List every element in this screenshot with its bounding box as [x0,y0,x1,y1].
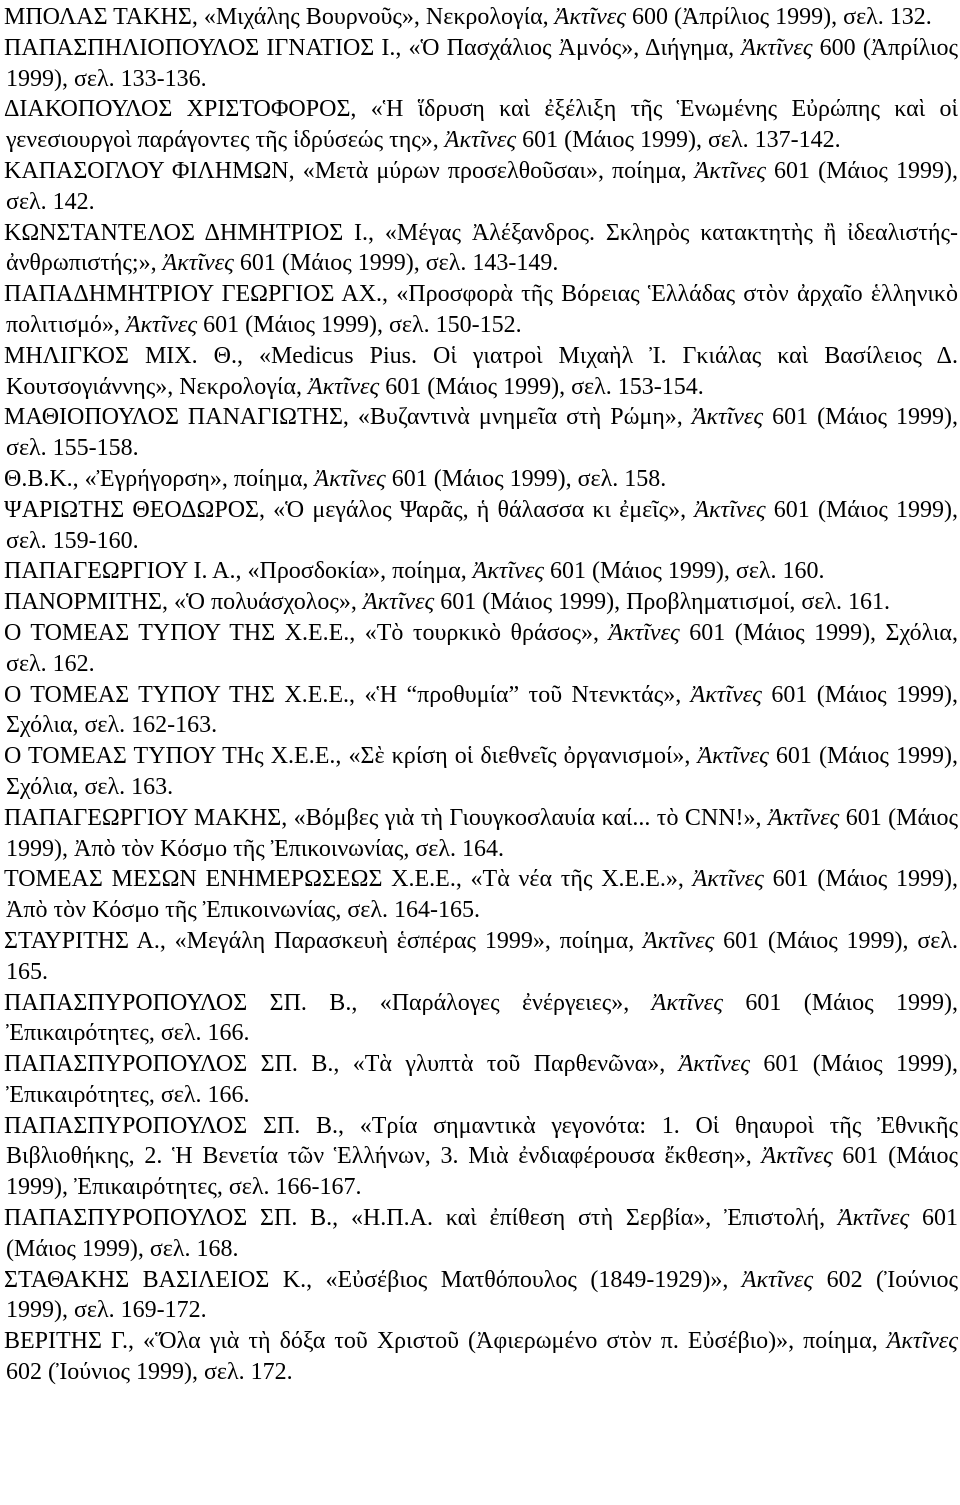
entry-text: ΔΙΑΚΟΠΟΥΛΟΣ ΧΡΙΣΤΟΦΟΡΟΣ, «Ἡ ἵδρυση καὶ ἐξέλιξη τῆς Ἑνωμένης Εὐρώπης καὶ οἱ γενεσιουργοὶ παράγοντες τῆς ἱδρύσεώς της», [4,96,958,154]
bibliography-entry [6,402,958,464]
journal-title: Ἀκτῖνες [162,250,234,277]
entry-text: ΣΤΑΘΑΚΗΣ ΒΑΣΙΛΕΙΟΣ Κ., «Εὐσέβιος Ματθόπουλος (1849-1929)», [4,1266,742,1293]
bibliography-entry [6,341,958,403]
entry-text: ΚΑΠΑΣΟΓΛΟΥ ΦΙΛΗΜΩΝ, «Μετὰ μύρων προσελθοῦσαι», ποίημα, [4,157,695,184]
entry-text: ΚΩΝΣΤΑΝΤΕΛΟΣ ΔΗΜΗΤΡΙΟΣ Ι., «Μέγας Ἀλέξανδρος. Σκληρὸς κατακτητὴς ἢ ἰδεαλιστής-ἀνθρωπιστής;», [4,219,958,277]
bibliography-entry [6,1265,958,1327]
journal-title: Ἀκτῖνες [554,4,626,30]
entry-citation: 601 (Μάιος 1999), σελ. 142. [6,157,959,215]
journal-title: Ἀκτῖνες [837,1205,910,1232]
entry-citation: 601 (Μάιος 1999), Ἀπὸ τὸν Κόσμο τῆς Ἐπικοινωνίας, σελ. 164. [6,804,959,862]
entry-text: Θ.Β.Κ., «Ἐγρήγορση», ποίημα, [4,465,315,492]
journal-title: Ἀκτῖνες [608,619,680,646]
bibliography-entry [6,1111,958,1203]
journal-title: Ἀκτῖνες [472,558,545,585]
entry-citation: 601 (Μάιος 1999), Προβληματισμοί, σελ. 161. [434,589,891,616]
bibliography-entry [6,926,958,988]
entry-text: ΤΟΜΕΑΣ ΜΕΣΩΝ ΕΝΗΜΕΡΩΣΕΩΣ Χ.Ε.Ε., «Τὰ νέα τῆς Χ.Ε.Ε.», [4,866,693,893]
bibliography-entry [6,156,958,218]
entry-citation: 601 (Μάιος 1999), Ἀπὸ τὸν Κόσμο τῆς Ἐπικοινωνίας, σελ. 164-165. [6,866,959,924]
journal-title: Ἀκτῖνες [761,1143,833,1170]
entry-text: ΠΑΠΑΓΕΩΡΓΙΟΥ Ι. Α., «Προσδοκία», ποίημα, [4,558,473,585]
entry-citation: 601 (Μάιος 1999), Ἐπικαιρότητες, σελ. 166. [6,1051,958,1108]
journal-title: Ἀκτῖνες [125,311,198,338]
journal-title: Ἀκτῖνες [691,404,764,431]
entry-text: ΜΑΘΙΟΠΟΥΛΟΣ ΠΑΝΑΓΙΩΤΗΣ, «Βυζαντινὰ μνημεῖα στὴ Ρώμη», [4,404,692,431]
entry-citation: 601 (Μάιος 1999), Σχόλια, σελ. 162-163. [6,681,958,739]
entry-text: Ο ΤΟΜΕΑΣ ΤΥΠΟΥ ΤΗΣ Χ.Ε.Ε., «Ἡ “προθυμία” τοῦ Ντενκτάς», [4,681,691,708]
bibliography-entry [6,618,958,680]
journal-title: Ἀκτῖνες [444,127,517,154]
bibliography-entry [6,495,958,557]
entry-text: ΨΑΡΙΩΤΗΣ ΘΕΟΔΩΡΟΣ, «Ὁ μεγάλος Ψαρᾶς, ἡ θάλασσα κι ἐμεῖς», [4,496,695,523]
entry-citation: 601 (Μάιος 1999), Σχόλια, σελ. 163. [6,743,958,800]
journal-title: Ἀκτῖνες [741,1266,814,1293]
entry-citation: 601 (Μάιος 1999), σελ. 160. [544,558,825,585]
bibliography-entry [6,587,958,618]
journal-title: Ἀκτῖνες [697,743,769,770]
journal-title: Ἀκτῖνες [643,927,715,954]
bibliography-entry [6,279,958,341]
bibliography-entry [6,218,958,280]
journal-title: Ἀκτῖνες [678,1051,750,1078]
journal-title: Ἀκτῖνες [692,866,764,893]
bibliography-entry [6,556,958,587]
entry-text: ΒΕΡΙΤΗΣ Γ., «Ὅλα γιὰ τὴ δόξα τοῦ Χριστοῦ (Ἀφιερωμένο στὸν π. Εὐσέβιο)», ποίημα, [4,1328,887,1355]
journal-title: Ἀκτῖνες [694,496,766,523]
journal-title: Ἀκτῖνες [651,989,723,1016]
journal-title: Ἀκτῖνες [314,465,386,492]
journal-title: Ἀκτῖνες [886,1328,958,1355]
entry-citation: 601 (Μάιος 1999), σελ. 143-149. [233,250,559,277]
entry-text: ΜΠΟΛΑΣ ΤΑΚΗΣ, «Μιχάλης Βουρνοῦς», Νεκρολογία, [4,4,555,30]
entry-text: Ο ΤΟΜΕΑΣ ΤΥΠΟΥ ΤΗΣ Χ.Ε.Ε., «Τὸ τουρκικὸ θράσος», [4,619,609,646]
entry-citation: 601 (Μάιος 1999), σελ. 168. [6,1205,959,1262]
entry-citation: 600 (Ἀπρίλιος 1999), σελ. 132. [625,4,932,30]
entry-text: ΠΑΠΑΣΠΥΡΟΠΟΥΛΟΣ ΣΠ. Β., «Τὰ γλυπτὰ τοῦ Παρθενῶνα», [4,1051,679,1078]
bibliography-entry [6,803,958,865]
bibliography-entry [6,680,958,742]
entry-citation: 601 (Μάιος 1999), Ἐπικαιρότητες, σελ. 166. [6,989,959,1047]
entry-citation: 601 (Μάιος 1999), Ἐπικαιρότητες, σελ. 166-167. [6,1143,958,1201]
bibliography-entry [6,741,958,803]
entry-citation: 602 (Ἰούνιος 1999), σελ. 169-172. [6,1266,958,1324]
entry-citation: 601 (Μάιος 1999), σελ. 153-154. [379,373,704,400]
entry-text: ΣΤΑΥΡΙΤΗΣ Α., «Μεγάλη Παρασκευὴ ἑσπέρας 1999», ποίημα, [4,927,643,954]
bibliography-entry [6,1326,958,1388]
entry-text: ΠΑΠΑΣΠΥΡΟΠΟΥΛΟΣ ΣΠ. Β., «Τρία σημαντικὰ γεγονότα: 1. Οἱ θηαυροὶ τῆς Ἐθνικῆς Βιβλιοθήκης, 2. Ἡ Βενετία τῶν Ἑλλήνων, 3. Μιὰ ἐνδιαφέρουσα ἔκθεση», [4,1112,958,1170]
entry-citation: 601 (Μάιος 1999), σελ. 165. [6,927,958,985]
bibliography-entry [6,1049,958,1111]
entry-text: ΠΑΠΑΣΠΥΡΟΠΟΥΛΟΣ ΣΠ. Β., «Παράλογες ἐνέργειες», [4,989,652,1016]
entry-text: ΠΑΠΑΣΠΗΛΙΟΠΟΥΛΟΣ ΙΓΝΑΤΙΟΣ Ι., «Ὁ Πασχάλιος Ἀμνός», Διήγημα, [4,34,742,61]
entry-text: ΠΑΠΑΣΠΥΡΟΠΟΥΛΟΣ ΣΠ. Β., «Η.Π.Α. καὶ ἐπίθεση στὴ Σερβία», Ἐπιστολή, [4,1205,838,1232]
journal-title: Ἀκτῖνες [741,34,813,61]
entry-citation: 601 (Μάιος 1999), Σχόλια, σελ. 162. [6,619,958,677]
bibliography-entry [6,988,958,1050]
entry-text: Ο ΤΟΜΕΑΣ ΤΥΠΟΥ ΤΗς Χ.Ε.Ε., «Σὲ κρίση οἱ διεθνεῖς ὀργανισμοί», [4,743,698,770]
bibliography-list [6,2,958,1388]
entry-text: ΠΑΠΑΔΗΜΗΤΡΙΟΥ ΓΕΩΡΓΙΟΣ ΑΧ., «Προσφορὰ τῆς Βόρειας Ἑλλάδας στὸν ἀρχαῖο ἑλληνικὸ πολιτισμό», [4,281,958,338]
entry-citation: 601 (Μάιος 1999), σελ. 158. [385,465,667,492]
bibliography-entry [6,464,958,495]
bibliography-entry [6,1203,958,1265]
entry-text: ΜΗΛΙΓΚΟΣ ΜΙΧ. Θ., «Medicus Pius. Οἱ γιατροὶ Μιχαὴλ Ἰ. Γκιάλας καὶ Βασίλειος Δ. Κουτσογιάννης», Νεκρολογία, [4,342,958,400]
entry-citation: 601 (Μάιος 1999), σελ. 150-152. [197,311,522,338]
journal-title: Ἀκτῖνες [694,157,766,184]
journal-title: Ἀκτῖνες [767,804,840,831]
entry-citation: 601 (Μάιος 1999), σελ. 159-160. [6,496,959,554]
entry-citation: 601 (Μάιος 1999), σελ. 155-158. [6,404,959,462]
journal-title: Ἀκτῖνες [307,373,380,400]
journal-title: Ἀκτῖνες [362,589,435,616]
entry-text: ΠΑΝΟΡΜΙΤΗΣ, «Ὁ πολυάσχολος», [4,589,363,616]
bibliography-entry [6,864,958,926]
bibliography-entry [6,2,958,33]
bibliography-entry [6,94,958,156]
entry-text: ΠΑΠΑΓΕΩΡΓΙΟΥ ΜΑΚΗΣ, «Βόμβες γιὰ τὴ Γιουγκοσλαυία καί... τὸ CNN!», [4,804,768,831]
entry-citation: 601 (Μάιος 1999), σελ. 137-142. [516,127,841,154]
journal-title: Ἀκτῖνες [690,681,762,708]
entry-citation: 602 (Ἰούνιος 1999), σελ. 172. [6,1359,293,1386]
entry-citation: 600 (Ἀπρίλιος 1999), σελ. 133-136. [6,34,958,92]
bibliography-entry [6,33,958,95]
